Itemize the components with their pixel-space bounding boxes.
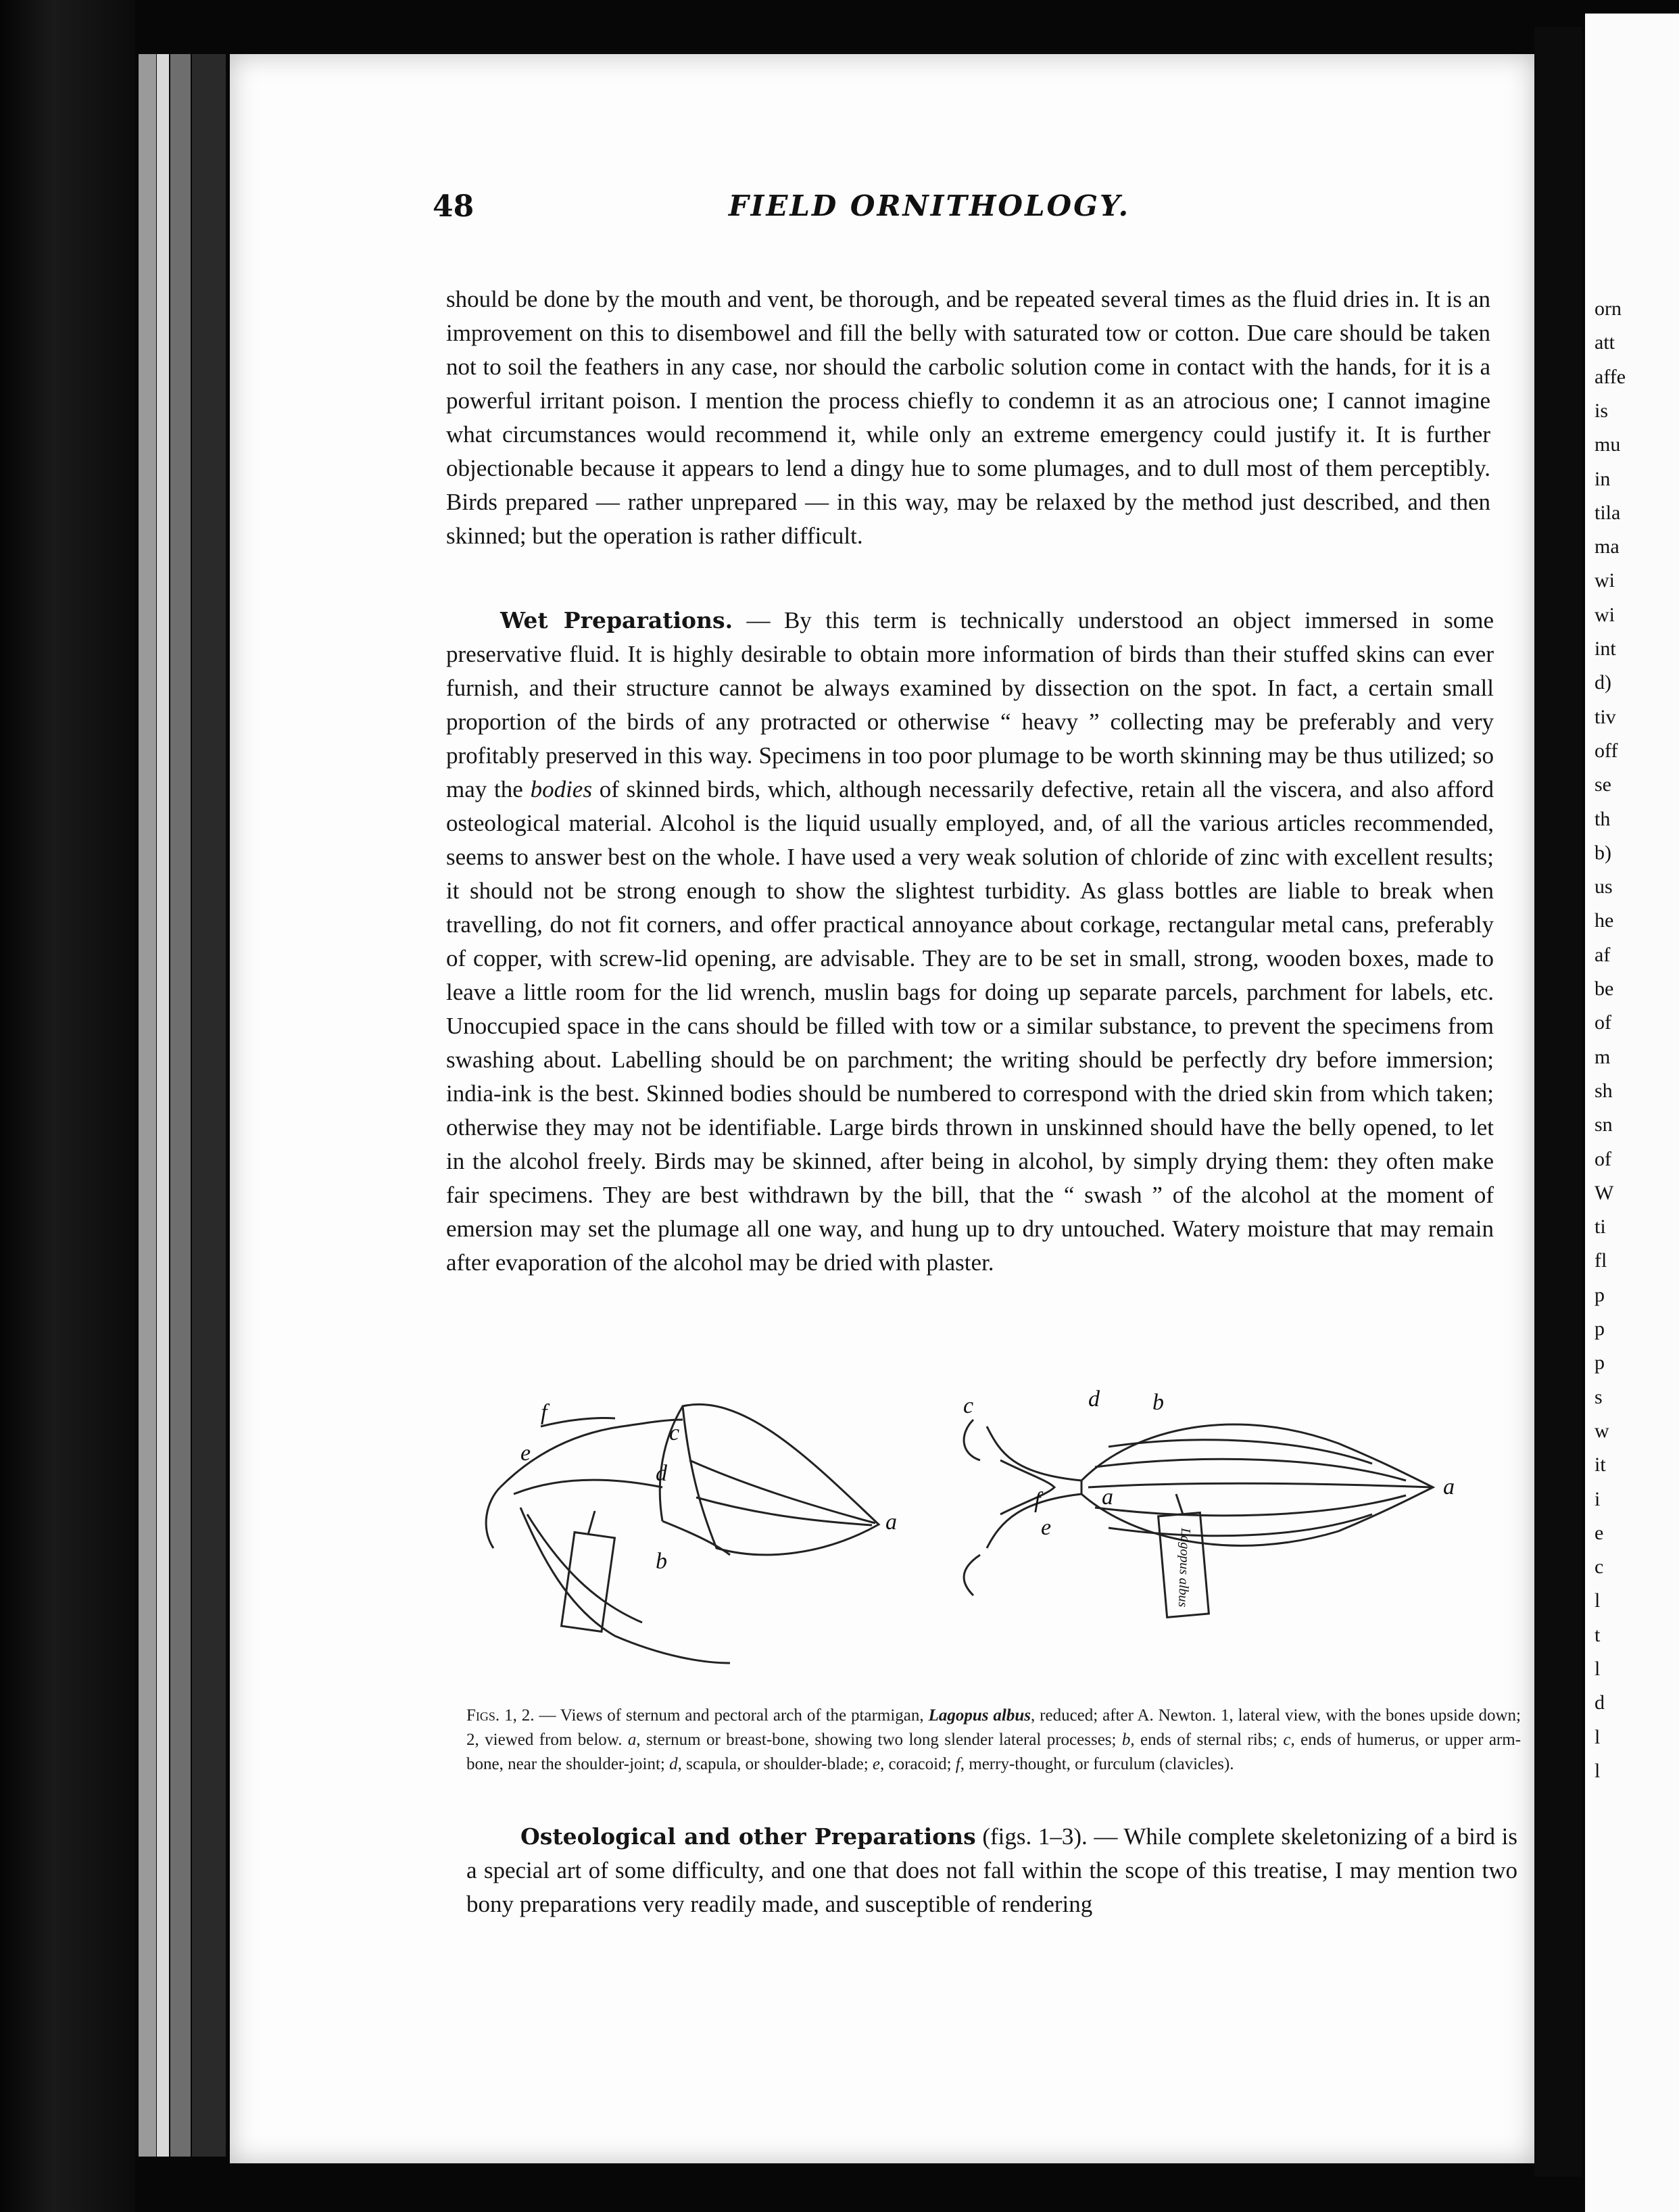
adjacent-page-text: off bbox=[1595, 739, 1618, 762]
adjacent-page-text: s bbox=[1595, 1385, 1603, 1408]
adjacent-page-text: t bbox=[1595, 1623, 1601, 1646]
gutter-shadow bbox=[1534, 27, 1582, 2177]
adjacent-page-text: is bbox=[1595, 399, 1609, 422]
adjacent-page-text: ma bbox=[1595, 535, 1620, 558]
adjacent-page-text: of bbox=[1595, 1147, 1611, 1170]
adjacent-page-text: c bbox=[1595, 1556, 1604, 1579]
tag-label: Lagopus albus bbox=[1175, 1527, 1193, 1608]
paragraph-wet-preparations: Wet Preparations. — By this term is technically understood an object immersed in some preservative fluid. It is highly desirable to obtain more information of birds than their stuffed skins can ever furnish, and their structure cannot be always examined by dissection on the spot. In fact, a certain small proportion of the birds of any protracted or otherwise “ heavy ” collecting may be preferably and very profitably preserved in this way. Specimens in too poor plumage to be worth skinning may be thus utilized; so may the bodies of skinned birds, which, although necessarily defective, retain all the viscera, and also afford osteological material. Alcohol is the liquid usually employed, and, of all the various articles recommended, seems to answer best on the whole. I have used a very weak solution of chloride of zinc with excellent results; it should not be strong enough to show the slightest turbidity. As glass bottles are liable to break when travelling, do not fit corners, and offer practical annoyance about corkage, rectangular metal cans, preferably of copper, with screw-lid opening, are advisable. They are to be set in small, strong, wooden boxes, made to leave a little room for the lid wrench, muslin bags for doing up separate parcels, parchment for labels, etc. Unoccupied space in the cans should be filled with tow or a similar substance, to prevent the specimens from swashing about. Labelling should be on parchment; the writing should be perfectly dry before immersion; india-ink is the best. Skinned bodies should be numbered to correspond with the dried skin from which taken; otherwise they may not be identifiable. Large birds thrown in unskinned should have the belly opened, to let in the alcohol freely. Birds may be skinned, after being in alcohol, by simply drying them: they often make fair specimens. They are best withdrawn by the bill, that the “ swash ” of the alcohol at the moment of emersion may set the plumage all one way, and hung up to dry untouched. Watery moisture that may remain after evaporation of the alcohol may be dried with plaster. bbox=[446, 607, 1494, 1276]
adjacent-page-text: it bbox=[1595, 1453, 1606, 1476]
adjacent-page-text: affe bbox=[1595, 365, 1626, 388]
adjacent-page-text: l bbox=[1595, 1589, 1601, 1612]
figure-label: c bbox=[963, 1393, 974, 1418]
fig-1-lateral-view bbox=[486, 1404, 879, 1663]
adjacent-page-text: i bbox=[1595, 1487, 1601, 1510]
adjacent-page-text: orn bbox=[1595, 297, 1622, 320]
figure-label: b bbox=[656, 1549, 667, 1574]
adjacent-page-text: th bbox=[1595, 807, 1611, 830]
adjacent-page-text: e bbox=[1595, 1521, 1604, 1544]
page-number: 48 bbox=[433, 189, 474, 224]
section-heading-wet-preparations: Wet Preparations. bbox=[500, 607, 733, 633]
adjacent-page-text: att bbox=[1595, 331, 1615, 354]
running-title: FIELD ORNITHOLOGY. bbox=[728, 189, 1131, 222]
adjacent-page-text: p bbox=[1595, 1283, 1605, 1306]
page-edge-strip bbox=[157, 54, 169, 2157]
adjacent-page-text: W bbox=[1595, 1181, 1614, 1204]
adjacent-page-text: mu bbox=[1595, 433, 1621, 456]
adjacent-page-fragment bbox=[1585, 14, 1679, 2212]
adjacent-page-text: se bbox=[1595, 773, 1611, 796]
adjacent-page-text: int bbox=[1595, 638, 1616, 660]
adjacent-page-text: b) bbox=[1595, 841, 1611, 864]
figure-label: e bbox=[1041, 1515, 1052, 1540]
adjacent-page-text: sn bbox=[1595, 1113, 1613, 1136]
adjacent-page-text: w bbox=[1595, 1419, 1609, 1442]
adjacent-page-text: wi bbox=[1595, 569, 1615, 592]
figure-label: b bbox=[1152, 1390, 1164, 1415]
adjacent-page-text: ti bbox=[1595, 1216, 1606, 1239]
adjacent-page-text: m bbox=[1595, 1045, 1611, 1068]
page-header bbox=[433, 189, 1426, 237]
figure-label: e bbox=[520, 1441, 531, 1466]
paragraph-osteological-preparations: Osteological and other Preparations (figs. 1–3). — While complete skeletonizing of a bird is a special art of some difficulty, and one that does not fall within the scope of this treatise, I may mention two bony preparations very readily made, and susceptible of rendering bbox=[466, 1823, 1517, 1917]
adjacent-page-text: wi bbox=[1595, 603, 1615, 626]
adjacent-page-text: be bbox=[1595, 978, 1614, 1000]
adjacent-page-text: d) bbox=[1595, 671, 1611, 694]
page-edge-strip bbox=[192, 54, 226, 2157]
figure-label: f bbox=[541, 1400, 548, 1425]
adjacent-page-text: l bbox=[1595, 1658, 1601, 1680]
adjacent-page-text: l bbox=[1595, 1759, 1601, 1782]
book-binding-left bbox=[0, 0, 135, 2212]
adjacent-page-text: p bbox=[1595, 1351, 1605, 1374]
page-edge-strip bbox=[170, 54, 191, 2157]
figure-label: f bbox=[1034, 1488, 1041, 1513]
figure-label: a bbox=[1102, 1485, 1113, 1510]
paragraph-1: should be done by the mouth and vent, be thorough, and be repeated several times as the fluid dries in. It is an improvement on this to disembowel and fill the belly with saturated tow or cotton. Due care should be taken not to soil the feathers in any case, nor should the carbolic solution come in contact with the hands, for it is a powerful irritant poison. I mention the process chiefly to condemn it as an atrocious one; I cannot imagine what circumstances would recommend it, while only an extreme emergency could justify it. It is further objectionable because it appears to lend a dingy hue to some plumages, and to dull most of them perceptibly. Birds prepared — rather unprepared — in this way, may be relaxed by the method just described, and then skinned; but the operation is rather difficult. bbox=[446, 286, 1490, 549]
figure-label: d bbox=[1088, 1387, 1100, 1412]
adjacent-page-text: of bbox=[1595, 1011, 1611, 1034]
adjacent-page-text: d bbox=[1595, 1691, 1605, 1714]
fig-2-ventral-view bbox=[964, 1420, 1433, 1617]
adjacent-page-text: he bbox=[1595, 909, 1614, 932]
adjacent-page-text: tila bbox=[1595, 501, 1621, 524]
sternum-figure bbox=[460, 1379, 1474, 1697]
figure-label: d bbox=[656, 1461, 667, 1486]
page-edge-strip bbox=[139, 54, 156, 2157]
sternum-illustration bbox=[460, 1379, 1474, 1697]
adjacent-page-text: sh bbox=[1595, 1079, 1613, 1102]
figure-caption: Figs. 1, 2. — Views of sternum and pectoral arch of the ptarmigan, Lagopus albus, reduced; after A. Newton. 1, lateral view, with the bones upside down; 2, viewed from below. a, sternum or breast-bone, showing two long slender lateral processes; b, ends of sternal ribs; c, ends of humerus, or upper arm-bone, near the shoulder-joint; d, scapula, or shoulder-blade; e, coracoid; f, merry-thought, or furculum (clavicles). bbox=[466, 1706, 1522, 1773]
adjacent-page-text: tiv bbox=[1595, 705, 1616, 728]
figure-label: a bbox=[1443, 1474, 1455, 1499]
adjacent-page-text: fl bbox=[1595, 1249, 1607, 1272]
adjacent-page-text: us bbox=[1595, 875, 1613, 898]
adjacent-page-text: af bbox=[1595, 943, 1611, 966]
adjacent-page-text: p bbox=[1595, 1318, 1605, 1340]
figure-label: c bbox=[669, 1420, 680, 1445]
section-heading-osteological: Osteological and other Preparations bbox=[520, 1823, 976, 1850]
adjacent-page-text: l bbox=[1595, 1725, 1601, 1748]
adjacent-page-text: in bbox=[1595, 467, 1611, 490]
figure-label: a bbox=[885, 1510, 897, 1535]
